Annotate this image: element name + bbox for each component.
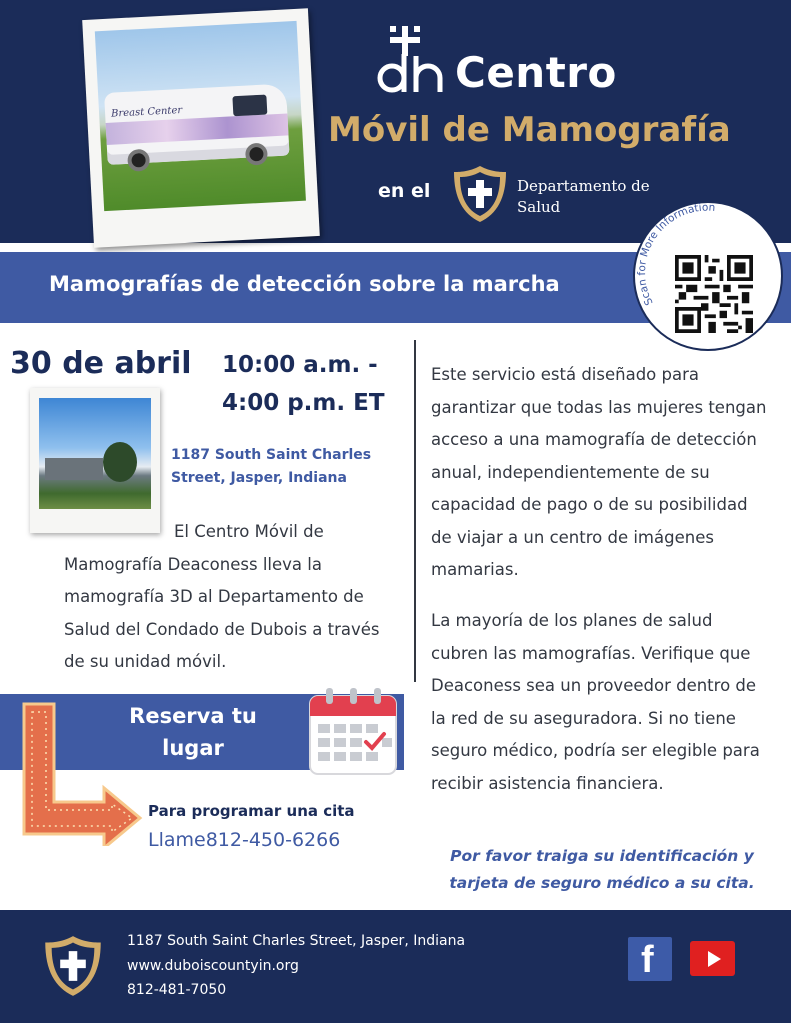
calendar-icon bbox=[306, 686, 400, 778]
connector-text: en el bbox=[378, 180, 431, 202]
youtube-icon[interactable] bbox=[690, 941, 735, 976]
call-label: Para programar una cita bbox=[148, 802, 355, 820]
qr-badge[interactable] bbox=[633, 201, 783, 351]
service-description: Este servicio está diseñado para garantizar que todas las mujeres tengan acceso a una mamografía de detección anual, independientemente de su capacidad de pago o de su posibilidad de viajar a un centro de imágenes mamarias. bbox=[431, 365, 767, 579]
event-address: 1187 South Saint Charles Street, Jasper, Indiana bbox=[171, 447, 372, 486]
footer-address: 1187 South Saint Charles Street, Jasper, Indiana bbox=[127, 933, 466, 949]
mobile-unit-photo bbox=[82, 8, 320, 248]
footer-shield-icon bbox=[40, 934, 106, 998]
health-department-photo bbox=[30, 388, 160, 533]
intro-paragraph: El Centro Móvil de Mamografía Deaconess lleva la mamografía 3D al Departamento de Salud del Condado de Dubois a través de su unidad móvil. bbox=[64, 522, 380, 671]
page-subtitle: Móvil de Mamografía bbox=[328, 110, 731, 150]
column-divider bbox=[414, 340, 416, 682]
mobile-unit-image bbox=[95, 21, 306, 211]
insurance-description: La mayoría de los planes de salud cubren las mamografías. Verifique que Deaconess sea un proveedor dentro de la red de su aseguradora. Si no tiene seguro médico, podría ser elegible para recibir asistencia financiera. bbox=[431, 611, 760, 793]
footer-contact bbox=[127, 929, 465, 1003]
mammography-bus bbox=[104, 84, 290, 165]
building-image bbox=[39, 398, 151, 509]
svg-text:Scan for More Information: Scan for More Information bbox=[635, 203, 716, 308]
call-phone-link[interactable]: Llame812-450-6266 bbox=[148, 829, 341, 851]
bring-id-note: Por favor traiga su identificación y tarjeta de seguro médico a su cita. bbox=[449, 847, 755, 892]
qr-code-icon[interactable] bbox=[675, 255, 753, 333]
footer-website-link[interactable]: www.duboiscountyin.org bbox=[127, 957, 299, 974]
dh-logo bbox=[376, 24, 446, 100]
reserve-heading: Reserva tu lugar bbox=[129, 704, 257, 760]
event-date: 30 de abril bbox=[10, 346, 192, 381]
tagline: Mamografías de detección sobre la marcha bbox=[49, 272, 560, 296]
department-name: Departamento de Salud bbox=[517, 177, 650, 216]
health-department-shield-icon bbox=[451, 164, 509, 224]
event-time: 10:00 a.m. - 4:00 p.m. ET bbox=[222, 352, 385, 416]
page-title: Centro bbox=[455, 48, 617, 97]
facebook-icon[interactable]: f bbox=[628, 937, 672, 981]
footer-phone[interactable]: 812-481-7050 bbox=[127, 982, 227, 998]
bus-logo-text: Breast Center bbox=[110, 104, 183, 120]
